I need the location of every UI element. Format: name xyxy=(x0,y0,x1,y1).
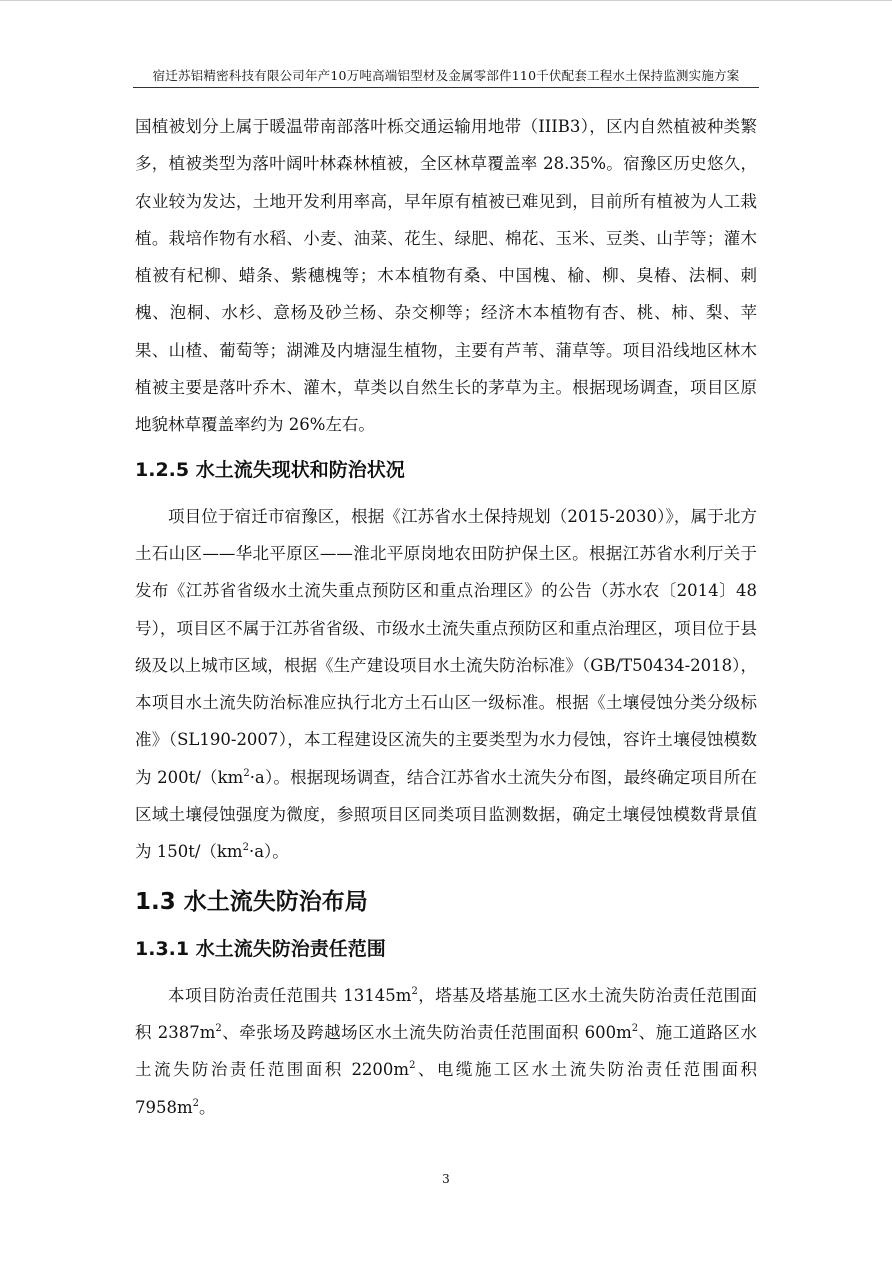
erosion-text-part-c: ·a）。 xyxy=(248,842,289,862)
scope-text-4: 、施工道路区水土流失防治责任范围面积 2200m xyxy=(135,1022,758,1080)
scope-sup-2: 2 xyxy=(215,1022,222,1034)
scope-text-6: 。 xyxy=(199,1097,216,1117)
soil-erosion-status-paragraph xyxy=(135,498,757,871)
heading-1-2-5: 1.2.5 水土流失现状和防治状况 xyxy=(135,458,405,481)
scope-text-1: 本项目防治责任范围共 13145m xyxy=(168,985,412,1005)
scope-sup-1: 2 xyxy=(411,985,418,997)
erosion-text-part-b: ·a）。根据现场调查，结合江苏省水土流失分布图，最终确定项目所在区域土壤侵蚀强度为微度，参照项目区同类项目监测数据，确定土壤侵蚀模数背景值为 150t/（km xyxy=(135,767,757,862)
scope-text-3: 、牵张场及跨越场区水土流失防治责任范围面积 600m xyxy=(221,1022,632,1042)
scope-sup-3: 2 xyxy=(631,1022,639,1034)
page-number: 3 xyxy=(442,1172,450,1186)
scope-text-2: ，塔基及塔基施工区水土流失防治责任范围面积 2387m xyxy=(135,985,757,1042)
header-rule xyxy=(133,87,759,88)
responsibility-scope-paragraph xyxy=(135,977,757,1126)
scope-sup-5: 2 xyxy=(192,1097,200,1109)
erosion-superscript-b: 2 xyxy=(242,842,249,854)
heading-1-3: 1.3 水土流失防治布局 xyxy=(135,888,368,915)
vegetation-paragraph: 国植被划分上属于暖温带南部落叶栎交通运输用地带（IIIB3），区内自然植被种类繁多，植被类型为落叶阔叶林森林植被，全区林草覆盖率 28.35%。宿豫区历史悠久，农业较为发达，土地开发利用率高，早年原有植被已难见到，目前所有植被为人工栽植。栽培作物有水稻、小麦、油菜、花生、绿肥、棉花、玉米、豆类、山芋等；灌木植被有杞柳、蜡条、紫穗槐等；木本植物有桑、中国槐、榆、柳、臭椿、法桐、刺槐、泡桐、水杉、意杨及砂兰杨、杂交柳等；经济木本植物有杏、桃、柿、梨、苹果、山楂、葡萄等；湖滩及内塘湿生植物，主要有芦苇、蒲草等。项目沿线地区林木植被主要是落叶乔木、灌木，草类以自然生长的茅草为主。根据现场调查，项目区原地貌林草覆盖率约为 26%左右。 xyxy=(135,117,757,435)
page-body xyxy=(135,108,757,1126)
erosion-text-part-a: 项目位于宿迁市宿豫区，根据《江苏省水土保持规划（2015-2030）》，属于北方土石山区——华北平原区——淮北平原岗地农田防护保土区。根据江苏省水利厅关于发布《江苏省省级水土流失重点预防区和重点治理区》的公告（苏水农〔2014〕48 号），项目区不属于江苏省省级、市级水土流失重点预防区和重点治理区，项目位于县级及以上城市区域，根据《生产建设项目水土流失防治标准》（GB/T50434-2018），本项目水土流失防治标准应执行北方土石山区一级标准。根据《土壤侵蚀分类分级标准》（SL190-2007），本工程建设区流失的主要类型为水力侵蚀，容许土壤侵蚀模数为 200t/（km xyxy=(135,506,757,787)
scope-text-5: 、电缆施工区水土流失防治责任范围面积 7958m xyxy=(135,1060,757,1117)
heading-1-3-1: 1.3.1 水土流失防治责任范围 xyxy=(135,937,386,960)
page-top-edge xyxy=(0,0,892,1)
running-header: 宿迁苏铝精密科技有限公司年产10万吨高端铝型材及金属零部件110千伏配套工程水土保持监测实施方案 xyxy=(152,68,740,83)
scope-sup-4: 2 xyxy=(409,1060,416,1072)
erosion-superscript-a: 2 xyxy=(243,767,250,779)
